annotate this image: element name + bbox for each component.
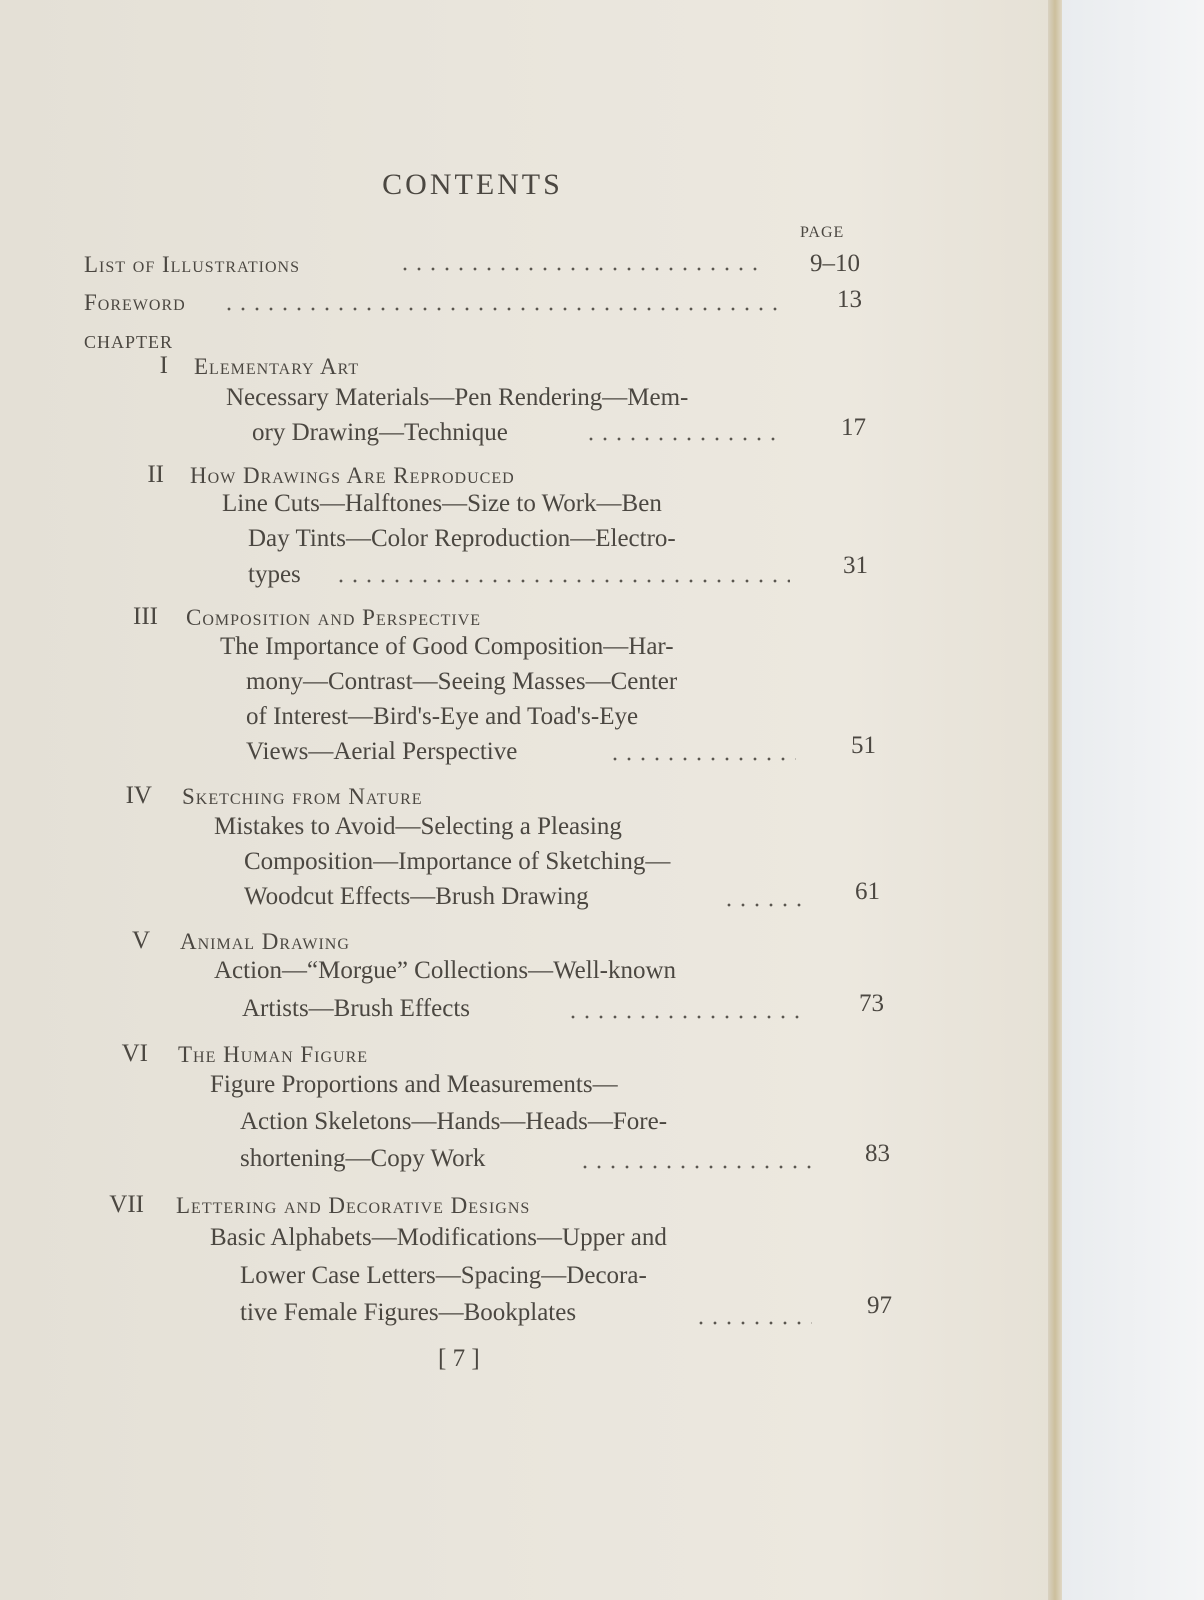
toc-page-number: 83 (865, 1140, 890, 1167)
chapter-summary-line: Composition—Importance of Sketching— (244, 848, 671, 875)
chapter-title: Elementary Art (194, 354, 360, 379)
chapter-summary-line: ory Drawing—Technique (252, 419, 508, 446)
dot-leader (694, 1320, 812, 1326)
chapter-summary-line: Artists—Brush Effects (242, 995, 470, 1022)
chapter-summary-line: Lower Case Letters—Spacing—Decora- (240, 1262, 647, 1289)
chapter-summary-line: of Interest—Bird's-Eye and Toad's-Eye (246, 703, 639, 730)
chapter-numeral: IV (125, 782, 152, 809)
toc-entry-foreword: Foreword (84, 290, 186, 315)
dot-leader (722, 902, 802, 908)
chapter-numeral: V (131, 927, 150, 954)
chapter-numeral: VII (109, 1191, 144, 1218)
dot-leader (584, 436, 784, 442)
chapter-summary-line: shortening—Copy Work (240, 1145, 486, 1172)
chapter-summary-line: tive Female Figures—Bookplates (240, 1299, 577, 1326)
dot-leader (398, 266, 766, 272)
chapter-numeral: II (147, 461, 164, 488)
dot-leader (334, 578, 790, 584)
chapter-summary-line: Basic Alphabets—Modifications—Upper and (210, 1224, 667, 1251)
chapter-summary-line: types (248, 561, 301, 588)
chapter-column-header: CHAPTER (84, 332, 174, 352)
chapter-summary-line: Day Tints—Color Reproduction—Electro- (248, 525, 676, 552)
chapter-summary-line: Action—“Morgue” Collections—Well-known (214, 957, 677, 984)
chapter-title: The Human Figure (178, 1042, 369, 1067)
chapter-summary-line: Line Cuts—Halftones—Size to Work—Ben (222, 490, 662, 517)
dot-leader (608, 756, 796, 762)
page-folio: [ 7 ] (438, 1345, 480, 1372)
chapter-title: Lettering and Decorative Designs (176, 1193, 531, 1218)
toc-page-number: 97 (867, 1292, 892, 1319)
toc-page-number: 9–10 (810, 250, 860, 277)
chapter-title: Composition and Perspective (186, 605, 482, 630)
chapter-title: How Drawings Are Reproduced (190, 463, 515, 488)
page-edge (1048, 0, 1062, 1600)
toc-entry-list-of-illustrations: List of Illustrations (84, 252, 300, 277)
toc-page-number: 73 (859, 990, 884, 1017)
chapter-numeral: III (133, 603, 158, 630)
dot-leader (566, 1014, 806, 1020)
toc-page-number: 17 (841, 414, 866, 441)
chapter-summary-line: Figure Proportions and Measurements— (210, 1071, 618, 1098)
toc-page-number: 13 (837, 286, 862, 313)
toc-page-number: 61 (855, 878, 880, 905)
chapter-numeral: I (159, 352, 168, 379)
chapter-summary-line: The Importance of Good Composition—Har- (220, 633, 674, 660)
dot-leader (222, 306, 782, 312)
chapter-summary-line: Necessary Materials—Pen Rendering—Mem- (226, 384, 689, 411)
chapter-summary-line: Views—Aerial Perspective (246, 738, 518, 765)
toc-page-number: 31 (843, 552, 868, 579)
page-column-header: PAGE (800, 224, 845, 241)
chapter-title: Sketching from Nature (182, 784, 423, 809)
chapter-summary-line: mony—Contrast—Seeing Masses—Center (246, 668, 678, 695)
toc-page-number: 51 (851, 732, 876, 759)
chapter-summary-line: Mistakes to Avoid—Selecting a Pleasing (214, 813, 622, 840)
backdrop (1062, 0, 1204, 1600)
chapter-title: Animal Drawing (180, 929, 350, 954)
chapter-summary-line: Woodcut Effects—Brush Drawing (244, 883, 589, 910)
chapter-numeral: VI (121, 1040, 148, 1067)
chapter-summary-line: Action Skeletons—Hands—Heads—Fore- (240, 1108, 668, 1135)
dot-leader (578, 1164, 812, 1170)
page-title: CONTENTS (382, 168, 563, 201)
